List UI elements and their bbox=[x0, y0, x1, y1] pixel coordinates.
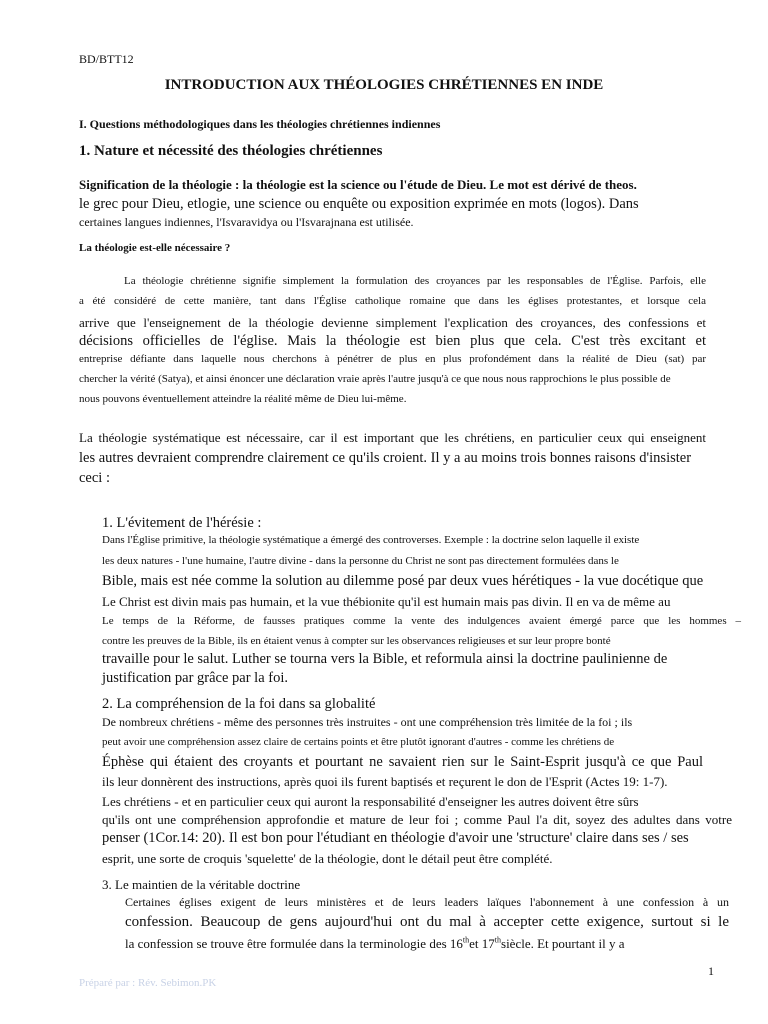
reason2-line-6: qu'ils ont une compréhension approfondie et mature de leur foi ; comme Paul l'a dit, soyez des adultes dans votre bbox=[102, 812, 732, 827]
reason3-line-3-pre: la confession se trouve être formulée dans la terminologie des 16 bbox=[125, 936, 463, 951]
para2-line-1: La théologie systématique est nécessaire, car il est important que les chrétiens, en particulier ceux qui enseignent bbox=[79, 430, 706, 445]
para1-line-3: arrive que l'enseignement de la théologie devienne simplement l'explication des croyances, des confessions et bbox=[79, 315, 706, 330]
document-title: INTRODUCTION AUX THÉOLOGIES CHRÉTIENNES EN INDE bbox=[164, 77, 604, 93]
reason1-heading: 1. L'évitement de l'hérésie : bbox=[102, 515, 262, 531]
section-heading: I. Questions méthodologiques dans les théologies chrétiennes indiennes bbox=[79, 117, 441, 131]
document-code: BD/BTT12 bbox=[79, 52, 134, 66]
definition-line-2: le grec pour Dieu, etlogie, une science ou enquête ou exposition exprimée en mots (logos). Dans bbox=[79, 196, 639, 212]
superscript-th-1: th bbox=[462, 935, 470, 945]
reason3-line-3-mid: et 17 bbox=[469, 936, 495, 951]
reason2-heading: 2. La compréhension de la foi dans sa globalité bbox=[102, 696, 376, 712]
reason2-line-4: ils leur donnèrent des instructions, après quoi ils furent baptisés et reçurent le don de l'Esprit (Actes 19: 1-7). bbox=[102, 774, 668, 789]
para1-line-4: décisions officielles de l'église. Mais la théologie est bien plus que cela. C'est très excitant et bbox=[79, 333, 706, 349]
definition-line-1: Signification de la théologie : la théologie est la science ou l'étude de Dieu. Le mot est dérivé de theos. bbox=[79, 177, 637, 192]
reason1-line-6: contre les preuves de la Bible, ils en étaient venus à compter sur les observances religieuses et sur leur propre bonté bbox=[102, 635, 611, 647]
reason1-line-4: Le Christ est divin mais pas humain, et la vue thébionite qu'il est humain mais pas divin. Il en va de même au bbox=[102, 594, 671, 609]
reason2-line-1: De nombreux chrétiens - même des personnes très instruites - ont une compréhension très limitée de la foi ; ils bbox=[102, 715, 633, 729]
reason1-line-3: Bible, mais est née comme la solution au dilemme posé par deux vues hérétiques - la vue docétique que bbox=[102, 573, 704, 589]
superscript-th-2: th bbox=[494, 935, 502, 945]
para1-line-7: nous pouvons éventuellement atteindre la réalité même de Dieu lui-même. bbox=[79, 393, 407, 405]
reason2-line-7: penser (1Cor.14: 20). Il est bon pour l'étudiant en théologie d'avoir une 'structure' claire dans ses / ses bbox=[102, 830, 689, 846]
reason1-line-2: les deux natures - l'une humaine, l'autre divine - dans la personne du Christ ne sont pas directement formulées dans le bbox=[102, 555, 619, 567]
reason2-line-5: Les chrétiens - et en particulier ceux qui auront la responsabilité d'enseigner les autres doivent être sûrs bbox=[102, 794, 639, 809]
reason2-line-2: peut avoir une compréhension assez claire de certains points et être plutôt ignorant d'autres - comme les chrétiens de bbox=[102, 736, 615, 748]
reason2-line-3: Éphèse qui étaient des croyants et pourtant ne savaient rien sur le Saint-Esprit jusqu'à ce que Paul bbox=[102, 754, 703, 770]
para1-line-5: entreprise défiante dans laquelle nous cherchons à pénétrer de plus en plus profondément dans la réalité de Dieu (sat) par bbox=[79, 353, 706, 365]
reason3-line-2: confession. Beaucoup de gens aujourd'hui ont du mal à accepter cette exigence, surtout si le bbox=[125, 914, 729, 930]
reason1-line-5: Le temps de la Réforme, de fausses pratiques comme la vente des indulgences avaient émergé parce que les hommes – bbox=[102, 615, 741, 627]
footer-preparer: Préparé par : Rév. Sebimon.PK bbox=[79, 977, 217, 989]
reason1-line-1: Dans l'Église primitive, la théologie systématique a émergé des controverses. Exemple : la doctrine selon laquelle il existe bbox=[102, 534, 640, 546]
reason1-line-8: justification par grâce par la foi. bbox=[102, 670, 289, 686]
page-number: 1 bbox=[708, 964, 714, 978]
definition-line-3: certaines langues indiennes, l'Isvaravidya ou l'Isvarajnana est utilisée. bbox=[79, 215, 414, 229]
reason1-line-7: travaille pour le salut. Luther se tourna vers la Bible, et reformula ainsi la doctrine paulinienne de bbox=[102, 651, 668, 667]
para1-line-6: chercher la vérité (Satya), et ainsi énoncer une déclaration vraie après l'autre jusqu'à ce que nous nous rapprochions le plus possible de bbox=[79, 373, 671, 385]
reason3-line-1: Certaines églises exigent de leurs ministères et de leurs leaders laïques l'abonnement à une confession à un bbox=[125, 895, 729, 909]
para2-line-2: les autres devraient comprendre clairement ce qu'ils croient. Il y a au moins trois bonnes raisons d'insister bbox=[79, 450, 692, 466]
para1-line-1: La théologie chrétienne signifie simplement la formulation des croyances par les responsables de l'Église. Parfois, elle bbox=[124, 275, 706, 287]
para2-line-3: ceci : bbox=[79, 470, 110, 486]
subheading: 1. Nature et nécessité des théologies chrétiennes bbox=[79, 143, 383, 159]
reason3-line-3 bbox=[125, 937, 624, 950]
reason2-line-8: esprit, une sorte de croquis 'squelette' de la théologie, dont le détail peut être complété. bbox=[102, 851, 553, 866]
question-heading: La théologie est-elle nécessaire ? bbox=[79, 242, 231, 254]
reason3-heading: 3. Le maintien de la véritable doctrine bbox=[102, 877, 301, 892]
reason3-line-3-post: siècle. Et pourtant il y a bbox=[501, 936, 625, 951]
para1-line-2: a été considéré de cette manière, tant dans l'Église catholique romaine que dans les églises protestantes, et lorsque cela bbox=[79, 295, 706, 307]
